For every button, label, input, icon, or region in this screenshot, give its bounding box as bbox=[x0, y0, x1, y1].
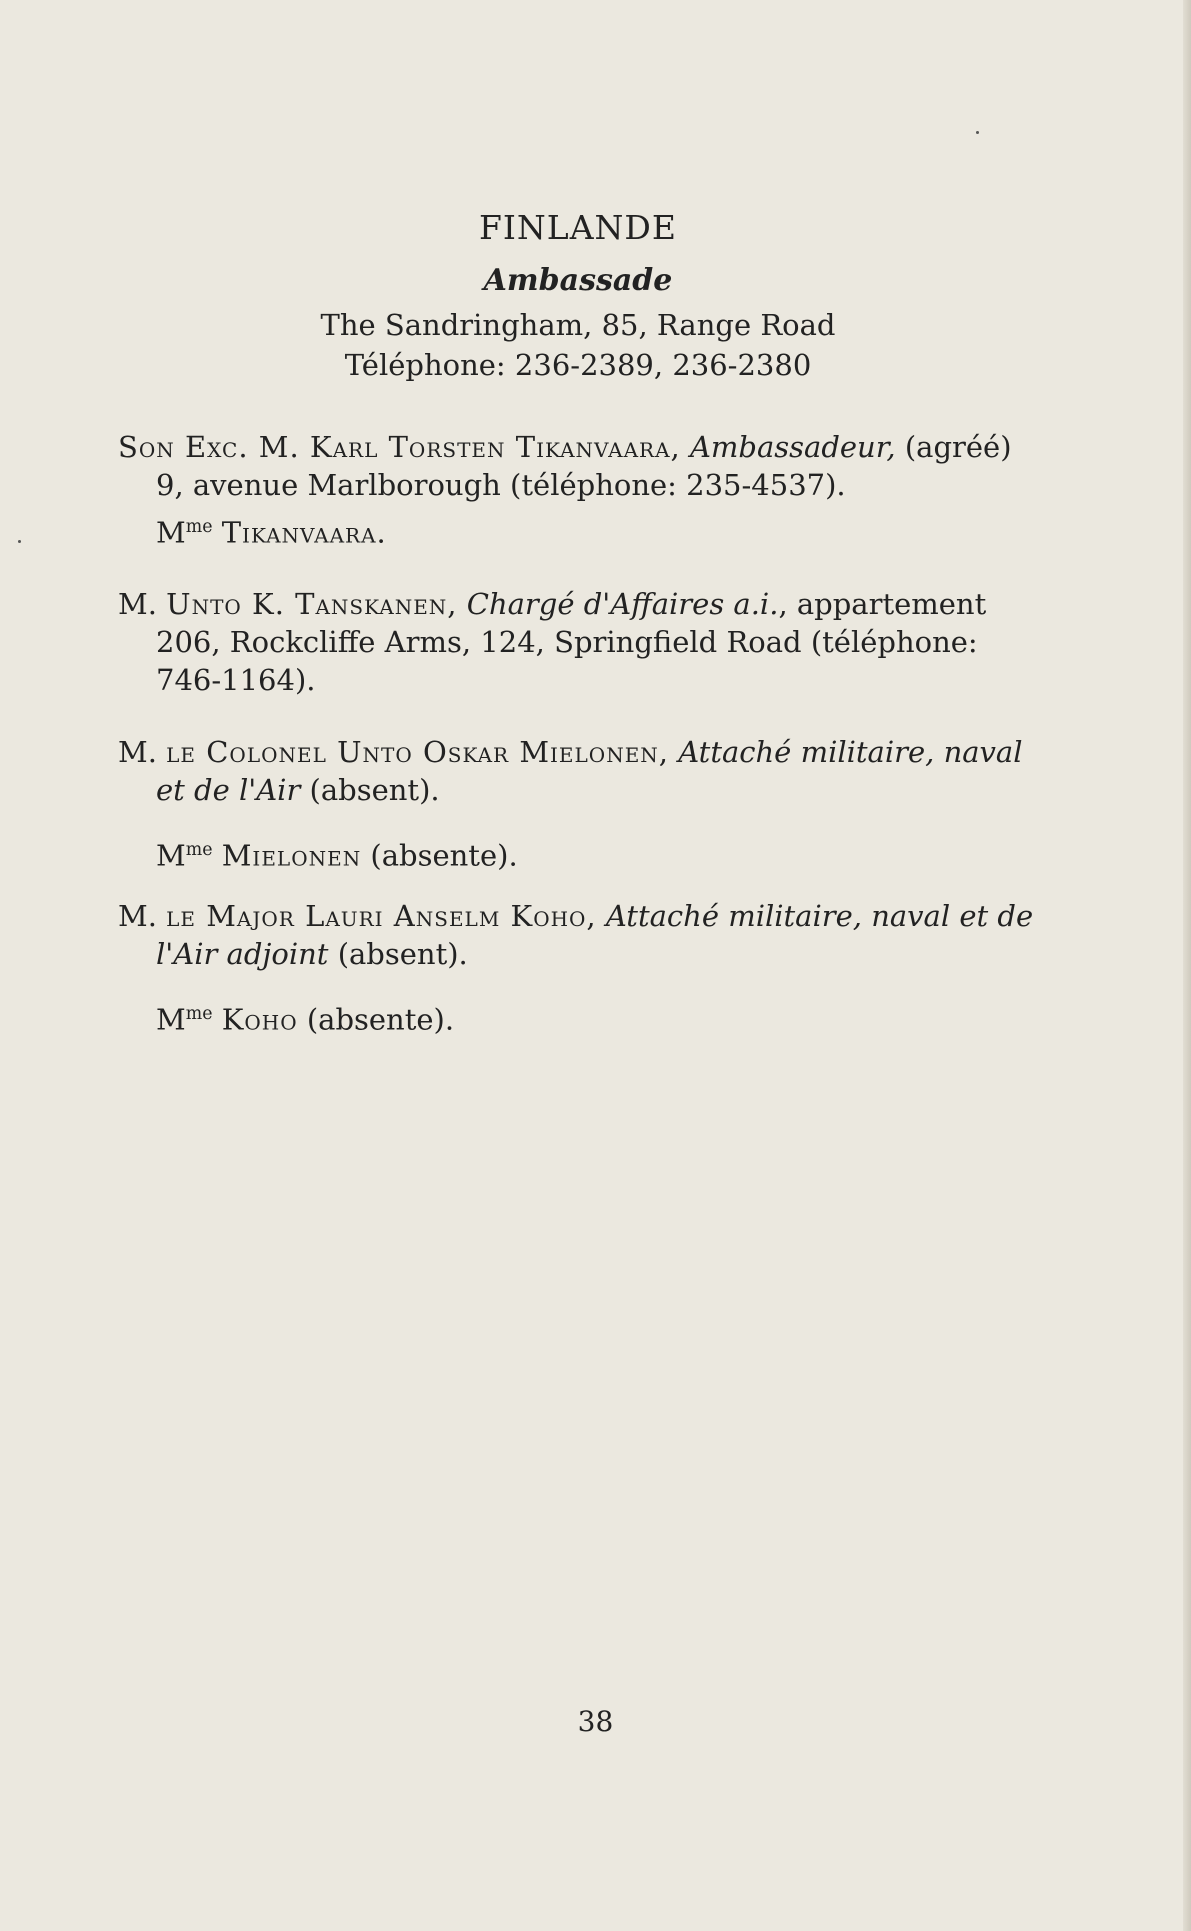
spouse-title-sup: me bbox=[185, 517, 213, 537]
entry-title: Attaché militaire, naval et de l'Air bbox=[156, 735, 1023, 808]
spouse-title: M bbox=[156, 838, 186, 873]
entry-name: Unto K. Tanskanen, bbox=[166, 587, 458, 622]
spouse-title-sup: me bbox=[185, 840, 213, 861]
embassy-address: The Sandringham, 85, Range Road bbox=[320, 308, 836, 342]
entry-name: le Colonel Unto Oskar Mielonen, bbox=[166, 735, 670, 770]
spouse-name: Tikanvaara. bbox=[221, 515, 387, 550]
assistant-attache-entry bbox=[118, 897, 1038, 973]
entry-details: , appartement 206, Rockcliffe Arms, 124, Springfield Road (téléphone: 746-1164). bbox=[156, 587, 987, 698]
spouse-entry bbox=[118, 508, 1038, 551]
spouse-details: (absente). bbox=[370, 838, 518, 873]
entry-title: Chargé d'Affaires a.i. bbox=[466, 587, 779, 622]
spouse-entry bbox=[118, 831, 1038, 874]
spouse-title-sup: me bbox=[185, 1003, 213, 1024]
entry-prefix: M. bbox=[118, 898, 167, 933]
charge-affaires-entry bbox=[118, 585, 1038, 699]
speck bbox=[976, 131, 979, 134]
spouse-title: M bbox=[156, 1002, 186, 1037]
entry-prefix: M. bbox=[118, 735, 167, 770]
spouse-name: Mielonen bbox=[221, 838, 362, 873]
entry-prefix: M. bbox=[118, 587, 167, 622]
country-heading: FINLANDE bbox=[479, 208, 677, 247]
entry-details: (absent). bbox=[309, 773, 440, 808]
embassy-telephone: Téléphone: 236-2389, 236-2380 bbox=[344, 348, 812, 382]
military-attache-entry bbox=[118, 733, 1038, 809]
entry-prefix: Son bbox=[118, 430, 185, 464]
embassy-title: Ambassade bbox=[483, 263, 673, 298]
entry-details: (agréé) 9, avenue Marlborough (téléphone: 235-4537). bbox=[156, 430, 1012, 502]
entry-name: Exc. M. Karl Torsten Tikanvaara, bbox=[184, 430, 681, 464]
page-number: 38 bbox=[577, 1705, 614, 1738]
spouse-title: M bbox=[156, 515, 186, 550]
entry-name: le Major Lauri Anselm Koho, bbox=[166, 898, 597, 933]
spouse-name: Koho bbox=[221, 1002, 298, 1037]
page-content bbox=[118, 208, 1038, 1038]
entry-title: Attaché militaire, naval et de l'Air adjoint bbox=[156, 898, 1034, 971]
spouse-entry bbox=[118, 995, 1038, 1038]
entry-details: (absent). bbox=[337, 936, 468, 971]
spouse-details: (absente). bbox=[306, 1002, 455, 1037]
speck bbox=[18, 540, 21, 543]
ambassador-entry bbox=[118, 428, 1038, 504]
page-edge bbox=[1183, 0, 1191, 1931]
entry-title: Ambassadeur, bbox=[689, 430, 896, 464]
